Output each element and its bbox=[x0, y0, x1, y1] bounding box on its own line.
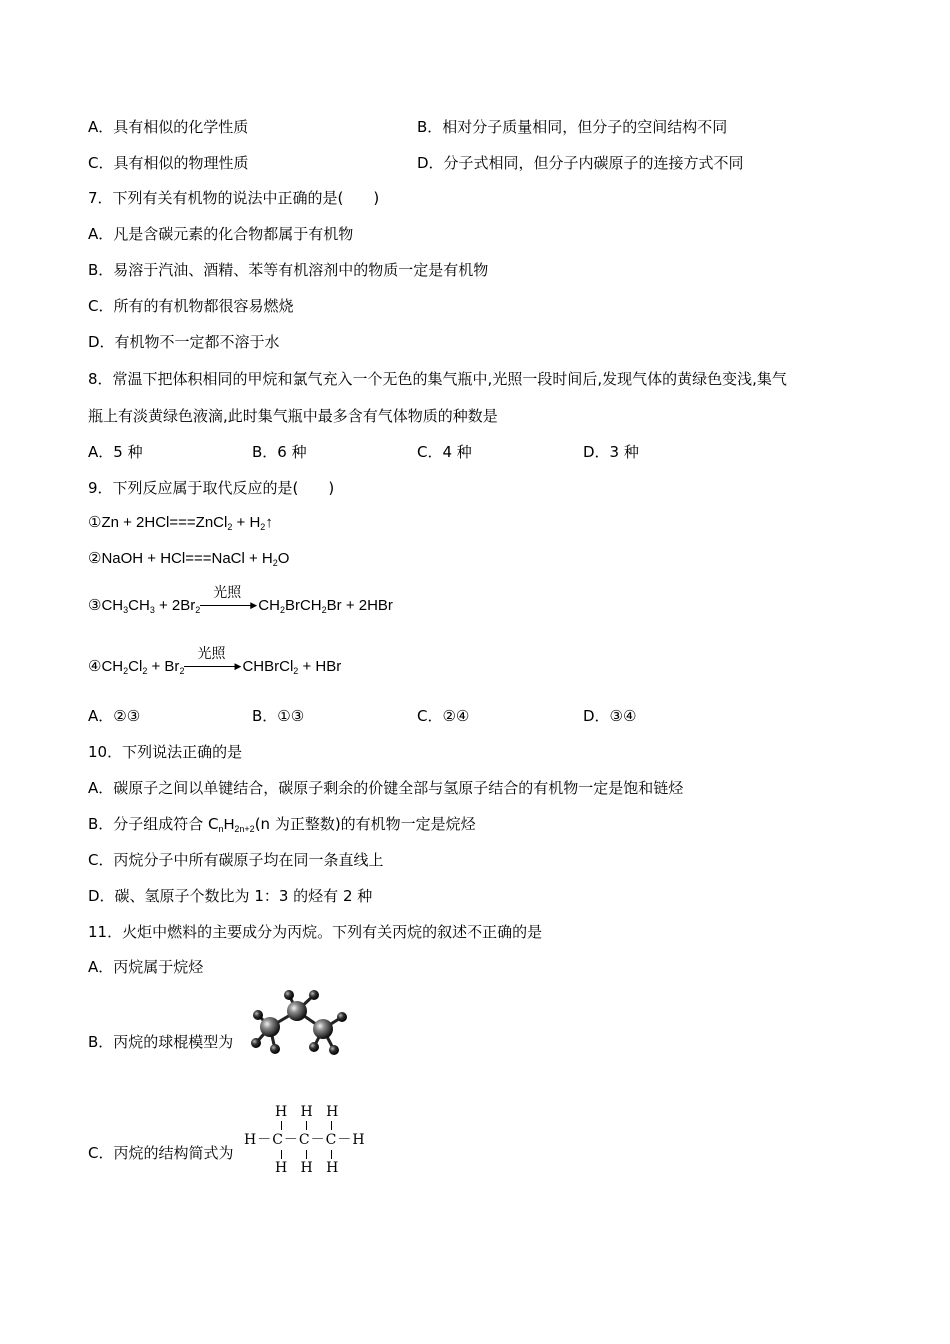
q9-reaction-1: ①Zn + 2HCl===ZnCl$_2$ + $H_2↑$ bbox=[88, 514, 273, 532]
q8-stem-line1: 8．常温下把体积相同的甲烷和氯气充入一个无色的集气瓶中,光照一段时间后,发现气体的黄绿色变浅,集气 bbox=[88, 370, 787, 388]
q6-option-a: A．具有相似的化学性质 bbox=[88, 118, 249, 136]
q7-option-b: B．易溶于汽油、酒精、苯等有机溶剂中的物质一定是有机物 bbox=[88, 261, 489, 279]
q9-option-a: A．②③ bbox=[88, 707, 141, 725]
q7-option-a: A．凡是含碳元素的化合物都属于有机物 bbox=[88, 225, 354, 243]
q7-stem: 7．下列有关有机物的说法中正确的是( ) bbox=[88, 189, 380, 207]
q7-option-d: D．有机物不一定都不溶于水 bbox=[88, 333, 280, 351]
q11-stem: 11．火炬中燃料的主要成分为丙烷。下列有关丙烷的叙述不正确的是 bbox=[88, 923, 543, 941]
q6-option-b: B．相对分子质量相同，但分子的空间结构不同 bbox=[417, 118, 728, 136]
q10-option-b: B．分子组成符合 $C_nH_{2n+2}(n$ 为正整数)的有机物一定是烷烃 bbox=[88, 815, 476, 834]
q10-stem: 10．下列说法正确的是 bbox=[88, 743, 243, 761]
arrow-head-icon: ▶ bbox=[234, 661, 242, 672]
q11-option-a: A．丙烷属于烷烃 bbox=[88, 958, 204, 976]
q10-option-d: D．碳、氢原子个数比为 1：3 的烃有 2 种 bbox=[88, 887, 373, 905]
formula-top-h: H H H bbox=[275, 1104, 339, 1120]
q8-option-d: D．3 种 bbox=[583, 443, 639, 461]
reaction-arrow bbox=[200, 585, 258, 613]
q8-option-b: B．6 种 bbox=[252, 443, 307, 461]
condition-label: 光照 bbox=[213, 585, 242, 602]
q8-option-c: C．4 种 bbox=[417, 443, 472, 461]
circled-number: ③ bbox=[88, 597, 102, 614]
q11-option-c: C．丙烷的结构简式为 bbox=[88, 1144, 234, 1162]
circled-number: ① bbox=[88, 514, 102, 531]
q10-option-a: A．碳原子之间以单键结合，碳原子剩余的价键全部与氢原子结合的有机物一定是饱和链烃 bbox=[88, 779, 684, 797]
condition-label: 光照 bbox=[197, 646, 226, 663]
propane-ball-stick-model bbox=[244, 986, 356, 1062]
arrow-head-icon: ▶ bbox=[250, 600, 258, 611]
q7-option-c: C．所有的有机物都很容易燃烧 bbox=[88, 297, 294, 315]
q8-stem-line2: 瓶上有淡黄绿色液滴,此时集气瓶中最多含有气体物质的种数是 bbox=[88, 407, 498, 425]
q9-reaction-3: $③CH_3CH_3 + 2Br_2$ 光照 ▶ $CH_2BrCH_2Br + 2HBr$ bbox=[88, 585, 393, 615]
reaction-arrow bbox=[184, 646, 242, 674]
q6-option-d: D．分子式相同，但分子内碳原子的连接方式不同 bbox=[417, 154, 744, 172]
q9-stem: 9．下列反应属于取代反应的是( ) bbox=[88, 479, 335, 497]
q6-option-c: C．具有相似的物理性质 bbox=[88, 154, 249, 172]
q9-option-d: D．③④ bbox=[583, 707, 637, 725]
circled-number: ② bbox=[88, 550, 102, 567]
q9-option-c: C．②④ bbox=[417, 707, 470, 725]
q9-reaction-4: $④CH_2Cl_2 + Br_2$ 光照 ▶ CHBrCl$_2$ + HBr bbox=[88, 646, 342, 676]
formula-main-chain: H－C－C－C－H bbox=[244, 1132, 366, 1148]
circled-number: ④ bbox=[88, 658, 102, 675]
q9-option-b: B．①③ bbox=[252, 707, 305, 725]
q8-option-a: A．5 种 bbox=[88, 443, 143, 461]
q9-reaction-2: ②NaOH + HCl===NaCl + $H_2O$ bbox=[88, 550, 290, 568]
q11-option-b: B．丙烷的球棍模型为 bbox=[88, 1033, 234, 1051]
formula-bottom-h: H H H bbox=[275, 1160, 339, 1176]
q10-option-c: C．丙烷分子中所有碳原子均在同一条直线上 bbox=[88, 851, 384, 869]
